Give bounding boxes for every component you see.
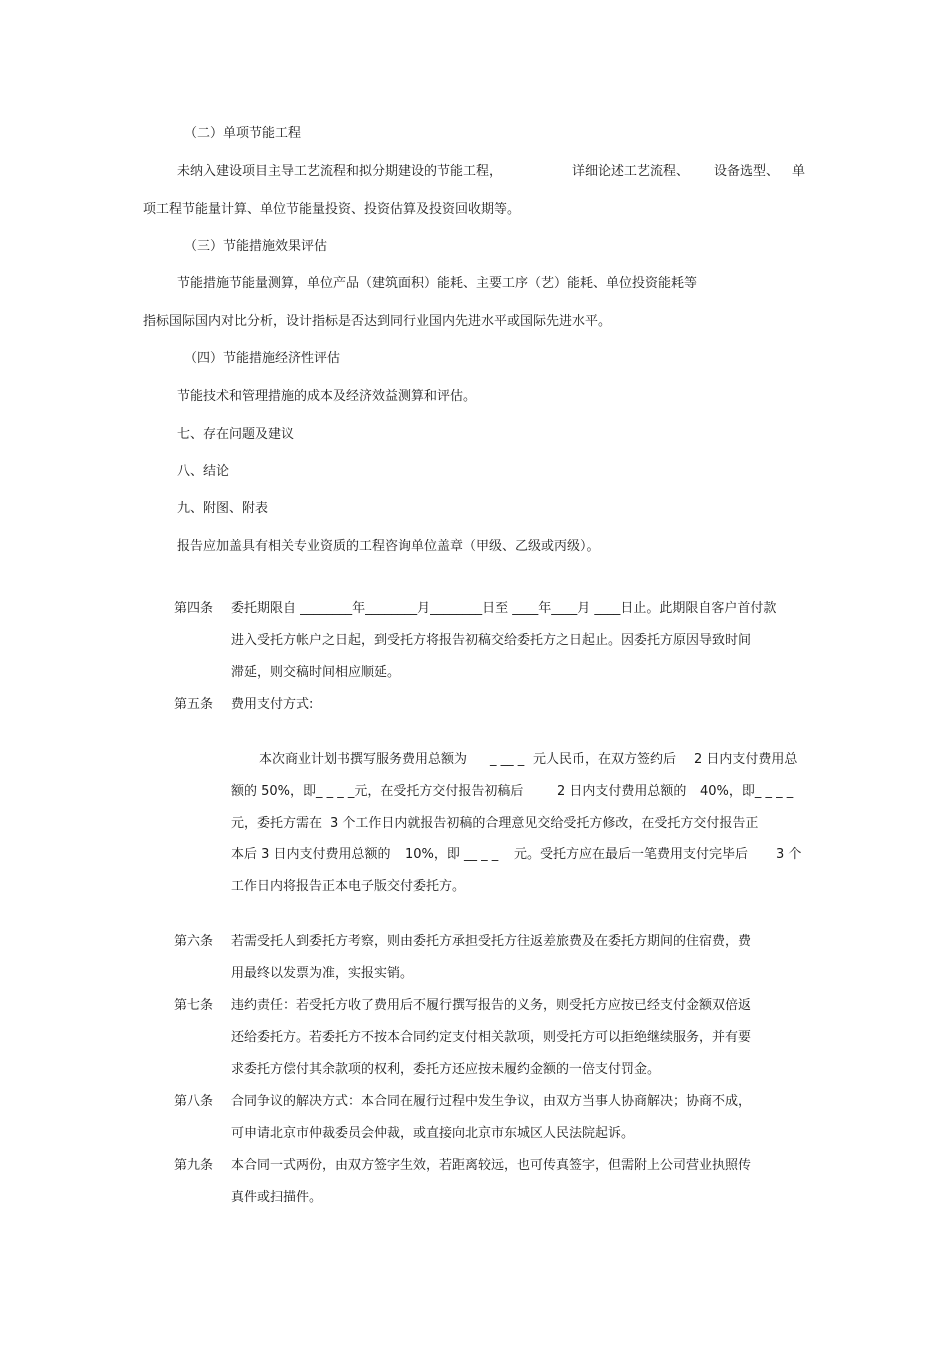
- article-line: 40%，即_ _ _ _: [700, 784, 794, 799]
- article-label: 第七条: [174, 998, 214, 1013]
- article-line: 本后 3 日内支付费用总额的: [231, 847, 391, 862]
- article-line: 可申请北京市仲裁委员会仲裁，或直接向北京市东城区人民法院起诉。: [231, 1126, 635, 1141]
- article-line: 2 日内支付费用总额的: [557, 784, 687, 799]
- paragraph-note: 报告应加盖具有相关专业资质的工程咨询单位盖章（甲级、乙级或丙级）。: [177, 539, 600, 554]
- article-label: 第八条: [174, 1094, 214, 1109]
- article-title: 费用支付方式:: [231, 697, 314, 712]
- paragraph-line: 详细论述工艺流程、: [572, 164, 690, 179]
- article-line: 工作日内将报告正本电子版交付委托方。: [231, 879, 466, 894]
- heading-conclusion: 八、结论: [177, 464, 230, 479]
- paragraph-line: 项工程节能量计算、单位节能量投资、投资估算及投资回收期等。: [143, 202, 521, 217]
- article-line: 本次商业计划书撰写服务费用总额为: [259, 752, 468, 767]
- article-line: 10%，即 __ _ _: [405, 847, 499, 862]
- heading-issues-suggestions: 七、存在问题及建议: [177, 427, 295, 442]
- article-line: 用最终以发票为准，实报实销。: [231, 966, 414, 981]
- paragraph-line: 节能措施节能量测算，单位产品（建筑面积）能耗、主要工序（艺）能耗、单位投资能耗等: [177, 276, 698, 291]
- article-line: 额的 50%，即_ _ _ _元，在受托方交付报告初稿后: [231, 784, 524, 799]
- article-label: 第六条: [174, 934, 214, 949]
- heading-economic-evaluation: （四）节能措施经济性评估: [184, 351, 341, 366]
- paragraph-line: 指标国际国内对比分析，设计指标是否达到同行业国内先进水平或国际先进水平。: [143, 314, 612, 329]
- heading-effect-evaluation: （三）节能措施效果评估: [184, 239, 328, 254]
- article-line: 合同争议的解决方式：本合同在履行过程中发生争议，由双方当事人协商解决；协商不成，: [231, 1094, 752, 1109]
- article-line: 元，委托方需在: [231, 816, 323, 831]
- paragraph-line: 设备选型、: [714, 164, 780, 179]
- article-line: 还给委托方。若委托方不按本合同约定支付相关款项，则受托方可以拒绝继续服务，并有要: [231, 1030, 752, 1045]
- article-label: 第九条: [174, 1158, 214, 1173]
- article-line: 违约责任：若受托方收了费用后不履行撰写报告的义务，则受托方应按已经支付金额双倍返: [231, 998, 752, 1013]
- article-line: 进入受托方帐户之日起，到受托方将报告初稿交给委托方之日起止。因委托方原因导致时间: [231, 633, 752, 648]
- article-line: 求委托方偿付其余款项的权利，委托方还应按未履约金额的一倍支付罚金。: [231, 1062, 661, 1077]
- article-line: 滞延，则交稿时间相应顺延。: [231, 665, 401, 680]
- paragraph-line: 未纳入建设项目主导工艺流程和拟分期建设的节能工程，: [177, 164, 503, 179]
- article-line: 3 个工作日内就报告初稿的合理意见交给受托方修改，在受托方交付报告正: [330, 816, 759, 831]
- article-line: 委托期限自 ________年________月________日至 ____年____月 ____日止。此期限自客户首付款: [231, 601, 777, 616]
- article-line: 本合同一式两份，由双方签字生效，若距离较远，也可传真签字，但需附上公司营业执照传: [231, 1158, 752, 1173]
- article-line: 元人民币，在双方签约后: [533, 752, 677, 767]
- article-line: 3 个: [776, 847, 802, 862]
- heading-single-energy-project: （二）单项节能工程: [184, 126, 302, 141]
- article-label: 第四条: [174, 601, 214, 616]
- blank-field: _ __ _: [490, 752, 525, 767]
- article-line: 若需受托人到委托方考察，则由委托方承担受托方往返差旅费及在委托方期间的住宿费，费: [231, 934, 752, 949]
- heading-appendix: 九、附图、附表: [177, 501, 269, 516]
- article-label: 第五条: [174, 697, 214, 712]
- paragraph-line: 单: [792, 164, 806, 179]
- article-line: 真件或扫描件。: [231, 1190, 323, 1205]
- article-line: 元。受托方应在最后一笔费用支付完毕后: [514, 847, 749, 862]
- article-line: 2 日内支付费用总: [694, 752, 798, 767]
- paragraph-line: 节能技术和管理措施的成本及经济效益测算和评估。: [177, 389, 477, 404]
